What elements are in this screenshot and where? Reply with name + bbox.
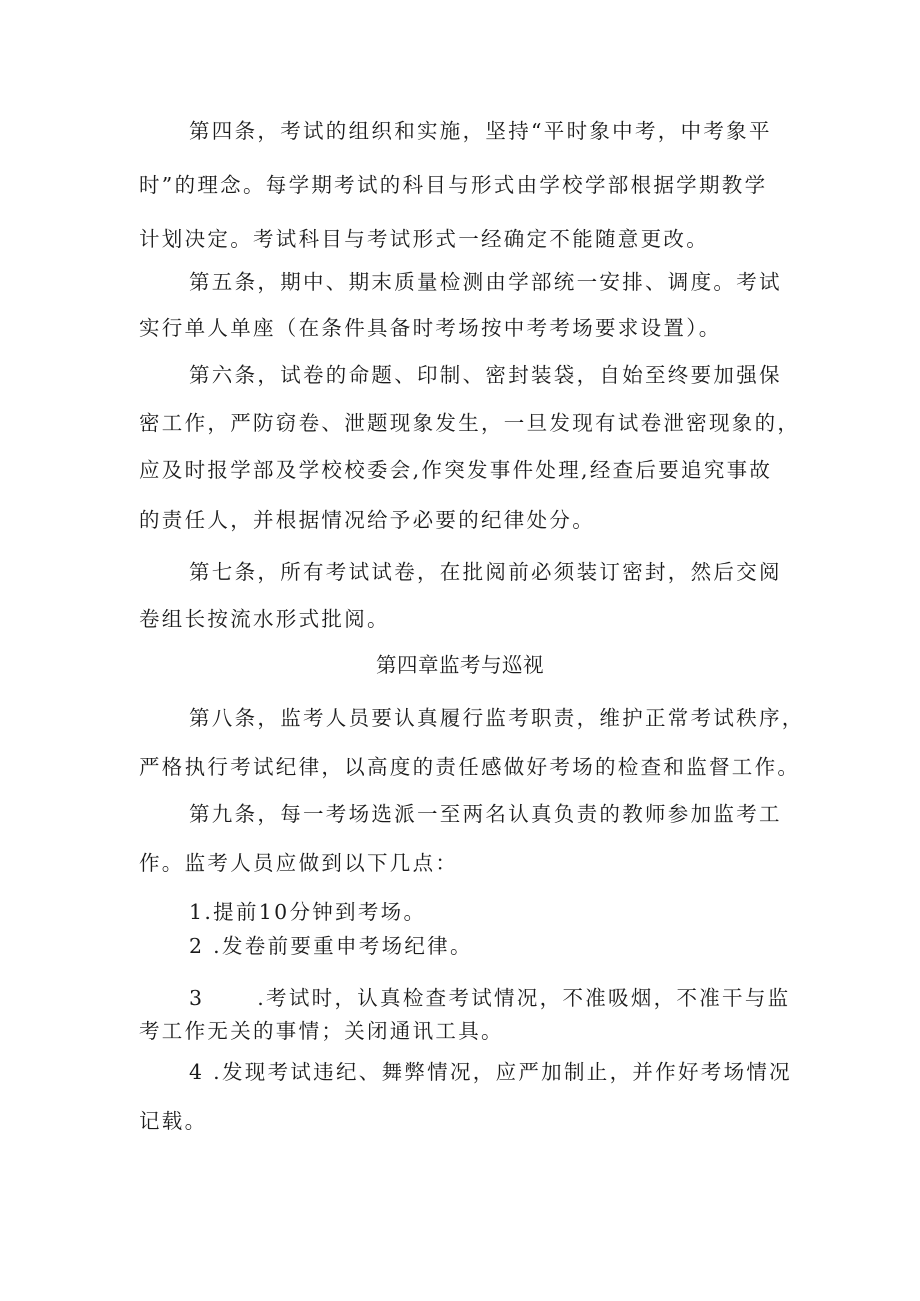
chapter-heading: 第四章监考与巡视 (376, 653, 544, 677)
article-4-line-2: 时”的理念。每学期考试的科目与形式由学校学部根据学期教学 (139, 173, 768, 197)
list-item-3-line-1: 3 .考试时，认真检查考试情况，不准吸烟，不准干与监 (189, 986, 791, 1010)
article-7-line-2: 卷组长按流水形式批阅。 (139, 607, 390, 631)
article-9-line-2: 作。监考人员应做到以下几点： (139, 851, 459, 875)
article-9-line-1: 第九条，每一考场选派一至两名认真负责的教师参加监考工 (189, 802, 782, 826)
article-8-line-1: 第八条，监考人员要认真履行监考职责，维护正常考试秩序， (189, 706, 805, 730)
article-6-line-2: 密工作，严防窃卷、泄题现象发生，一旦发现有试卷泄密现象的， (139, 411, 801, 435)
list-item-4-line-1: 4 .发现考试违纪、舞弊情况，应严加制止，并作好考场情况 (189, 1060, 792, 1084)
list-item-4-line-2: 记载。 (139, 1109, 208, 1133)
list-item-3-line-2: 考工作无关的事情；关闭通讯工具。 (139, 1019, 504, 1043)
article-5-line-1: 第五条，期中、期末质量检测由学部统一安排、调度。考试 (189, 270, 782, 294)
article-4-line-1: 第四条，考试的组织和实施，坚持“平时象中考，中考象平 (189, 119, 772, 143)
article-5-line-2: 实行单人单座（在条件具备时考场按中考考场要求设置）。 (139, 316, 722, 340)
article-8-line-2: 严格执行考试纪律，以高度的责任感做好考场的检查和监督工作。 (139, 755, 801, 779)
article-4-line-3: 计划决定。考试科目与考试形式一经确定不能随意更改。 (139, 227, 709, 251)
article-6-line-3: 应及时报学部及学校校委会,作突发事件处理,经查后要追究事故 (139, 458, 773, 482)
article-7-line-1: 第七条，所有考试试卷，在批阅前必须装订密封，然后交阅 (189, 560, 782, 584)
article-6-line-4: 的责任人，并根据情况给予必要的纪律处分。 (139, 508, 595, 532)
article-6-line-1: 第六条，试卷的命题、印制、密封装袋，自始至终要加强保 (189, 363, 782, 387)
list-item-1: 1.提前10分钟到考场。 (189, 900, 427, 924)
list-item-2: 2 .发卷前要重申考场纪律。 (189, 934, 473, 958)
